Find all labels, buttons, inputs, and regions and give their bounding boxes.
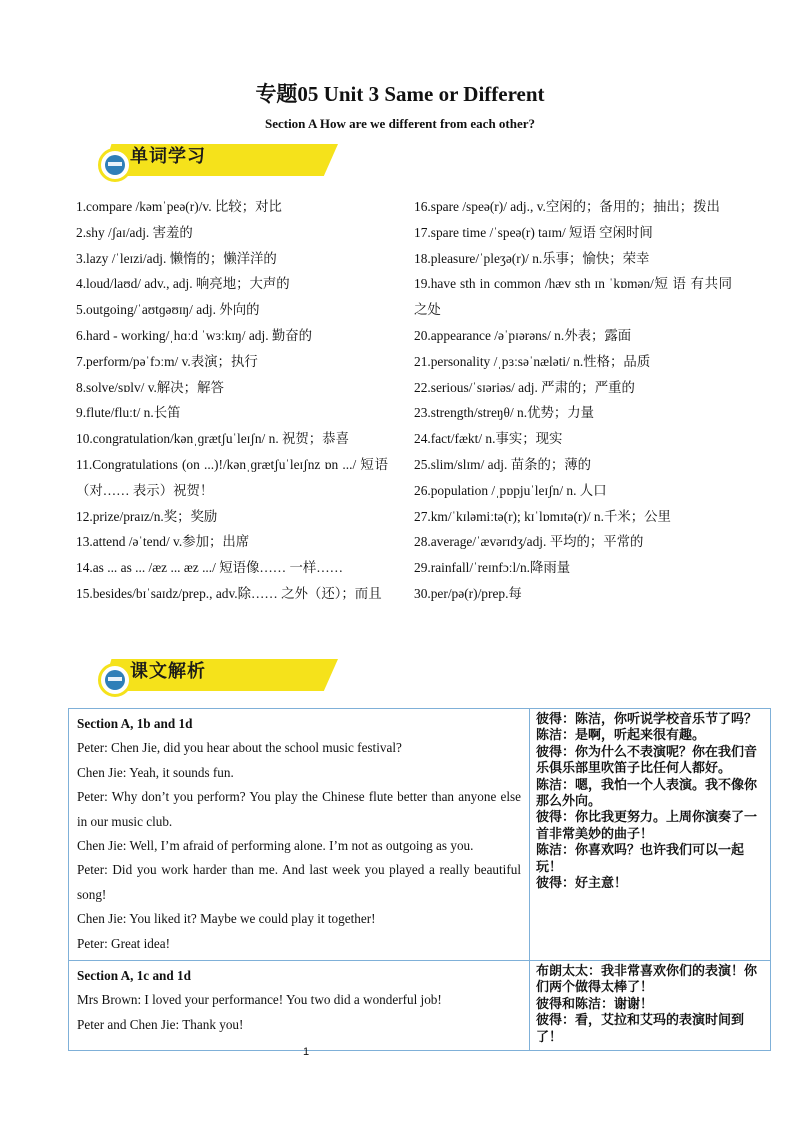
translation-cell — [530, 961, 771, 1051]
dialogue-line: Peter: Why don’t you perform? You play the Chinese flute better than anyone else in our music club. — [77, 789, 521, 829]
page-title: 专题05 Unit 3 Same or Different — [255, 82, 545, 106]
vocab-item: 18.pleasure/ˈpleʒə(r)/ n.乐事；愉快；荣幸 — [414, 250, 650, 266]
vocab-item: 22.serious/ˈsɪəriəs/ adj. 严肃的；严重的 — [414, 379, 635, 395]
vocab-item: 27.km/ˈkɪləmiːtə(r); kɪˈlɒmɪtə(r)/ n.千米；公里 — [414, 508, 671, 524]
vocab-item: 20.appearance /əˈpɪərəns/ n.外表；露面 — [414, 327, 632, 343]
vocab-item: 6.hard - working/ˌhɑːd ˈwɜːkɪŋ/ adj. 勤奋的 — [76, 327, 313, 343]
dialogue-line: Chen Jie: You liked it? Maybe we could play it together! — [77, 911, 376, 927]
dialogue-line: Peter: Did you work harder than me. And last week you played a really beautiful song! — [77, 862, 521, 902]
vocab-item: 11.Congratulations (on ...)!/kənˌɡrætʃuˈleɪʃnz ɒn .../ 短语（对…… 表示）祝贺！ — [76, 456, 388, 498]
text-section-banner — [78, 655, 338, 701]
translation-line: 彼得：你比我更努力。上周你演奏了一首非常美妙的曲子！ — [536, 810, 758, 842]
dialogue-line: Peter and Chen Jie: Thank you! — [77, 1016, 244, 1032]
vocab-item: 17.spare time /ˈspeə(r) taɪm/ 短语 空闲时间 — [414, 224, 653, 240]
vocab-item: 15.besides/bɪˈsaɪdz/prep., adv.除…… 之外（还）；而且 — [76, 585, 382, 601]
vocab-item: 24.fact/fækt/ n.事实；现实 — [414, 431, 563, 447]
vocab-item: 8.solve/sɒlv/ v.解决；解答 — [76, 379, 224, 395]
vocab-item: 1.compare /kəmˈpeə(r)/v. 比较；对比 — [76, 199, 282, 214]
vocab-item: 19.have sth in common /hæv sth ɪn ˈkɒmən/短 语 有共同之处 — [414, 276, 732, 318]
text-section-title: 课文解析 — [130, 661, 206, 682]
vocab-item: 12.prize/praɪz/n.奖；奖励 — [76, 508, 218, 524]
vocab-item: 7.perform/pəˈfɔːm/ v.表演；执行 — [76, 353, 258, 369]
dialogue-line: Peter: Great idea! — [77, 935, 170, 951]
dialogue-line: Peter: Chen Jie, did you hear about the school music festival? — [77, 740, 402, 756]
vocab-item: 29.rainfall/ˈreɪnfɔːl/n.降雨量 — [414, 560, 571, 576]
vocab-list-right — [414, 194, 732, 607]
dialogue-line: Chen Jie: Yeah, it sounds fun. — [77, 764, 234, 780]
translation-line: 彼得和陈洁：谢谢！ — [536, 996, 654, 1012]
graduation-cap-icon — [98, 663, 132, 697]
dialogue-line: Mrs Brown: I loved your performance! You two did a wonderful job! — [77, 992, 442, 1008]
vocab-item: 13.attend /əˈtend/ v.参加；出席 — [76, 534, 250, 550]
vocab-section-title: 单词学习 — [130, 146, 206, 167]
page-subtitle: Section A How are we different from each other? — [264, 116, 536, 131]
vocab-item: 10.congratulation/kənˌɡrætʃuˈleɪʃn/ n. 祝贺；恭喜 — [76, 431, 349, 447]
translation-line: 陈洁：嗯，我怕一个人表演。我不像你那么外向。 — [536, 777, 758, 810]
vocab-item: 16.spare /speə(r)/ adj., v.空闲的；备用的；抽出；拨出 — [414, 199, 720, 214]
translation-line: 陈洁：是啊，听起来很有趣。 — [536, 728, 706, 744]
vocab-item: 25.slim/slɪm/ adj. 苗条的；薄的 — [414, 456, 592, 472]
vocab-item: 28.average/ˈævərɪdʒ/adj. 平均的；平常的 — [414, 534, 644, 550]
page-number: 1 — [302, 1046, 310, 1058]
vocab-item: 30.per/pə(r)/prep.每 — [414, 585, 522, 601]
translation-line: 彼得：好主意！ — [536, 876, 628, 892]
english-cell — [69, 961, 530, 1051]
translation-line: 布朗太太：我非常喜欢你们的表演！你们两个做得太棒了！ — [536, 964, 758, 996]
translation-line: 彼得：陈洁，你听说学校音乐节了吗？ — [536, 712, 758, 727]
dialogue-table — [68, 708, 771, 1051]
translation-line: 彼得：你为什么不表演呢？你在我们音乐俱乐部里吹笛子比任何人都好。 — [536, 744, 758, 777]
vocab-item: 9.flute/fluːt/ n.长笛 — [76, 405, 181, 421]
vocab-item: 2.shy /ʃaɪ/adj. 害羞的 — [76, 224, 193, 240]
vocab-list-left — [76, 194, 388, 607]
vocab-item: 4.loud/laʊd/ adv., adj. 响亮地；大声的 — [76, 276, 290, 292]
translation-cell — [530, 709, 771, 961]
english-cell — [69, 709, 530, 961]
vocab-item: 3.lazy /ˈleɪzi/adj. 懒惰的；懒洋洋的 — [76, 250, 277, 266]
vocab-item: 14.as ... as ... /æz ... æz .../ 短语像…… 一样…… — [76, 560, 344, 576]
vocab-item: 23.strength/streŋθ/ n.优势；力量 — [414, 405, 595, 421]
section-heading: Section A, 1c and 1d — [77, 968, 191, 984]
translation-line: 彼得：看，艾拉和艾玛的表演时间到了！ — [536, 1013, 745, 1045]
dialogue-line: Chen Jie: Well, I’m afraid of performing alone. I’m not as outgoing as you. — [77, 838, 474, 854]
vocab-item: 21.personality /ˌpɜːsəˈnæləti/ n.性格；品质 — [414, 353, 651, 369]
vocab-item: 26.population /ˌpɒpjuˈleɪʃn/ n. 人口 — [414, 482, 607, 498]
table-row — [69, 709, 771, 961]
graduation-cap-icon — [98, 148, 132, 182]
translation-line: 陈洁：你喜欢吗？也许我们可以一起玩！ — [536, 843, 745, 875]
vocab-section-banner — [78, 140, 338, 186]
table-row — [69, 961, 771, 1051]
vocab-item: 5.outgoing/ˈaʊtɡəʊɪŋ/ adj. 外向的 — [76, 302, 260, 318]
section-heading: Section A, 1b and 1d — [77, 716, 193, 731]
